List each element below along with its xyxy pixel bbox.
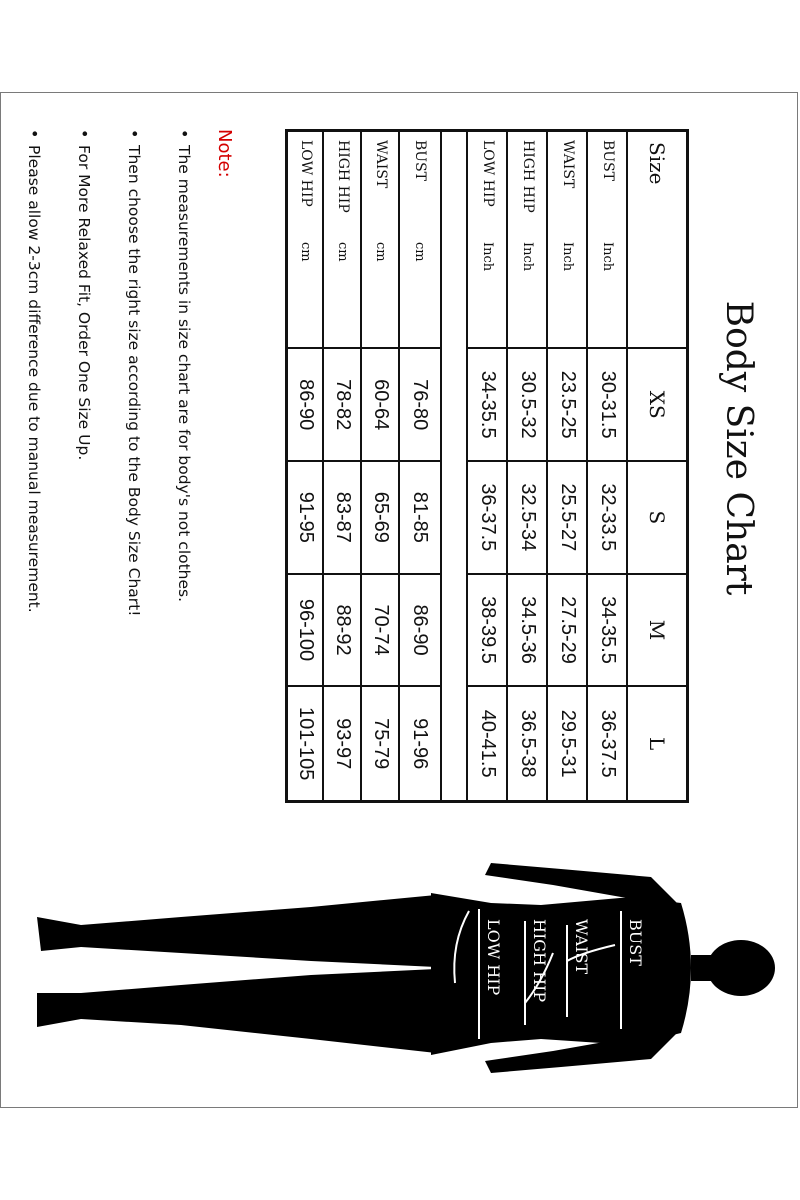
- row-label: [324, 132, 362, 349]
- figure-label-low-hip: LOW HIP: [484, 919, 503, 996]
- row-label: [548, 132, 588, 349]
- note-item: [9, 129, 59, 729]
- rotated-canvas: [1, 93, 799, 1109]
- measurement-name: HIGH HIP: [520, 140, 536, 213]
- table-cell: 36-37.5: [468, 462, 508, 575]
- body-silhouette-icon: [11, 833, 781, 1103]
- table-cell: 93-97: [332, 718, 355, 770]
- table-cell: 86-90: [288, 349, 324, 462]
- notes-section: [9, 129, 239, 729]
- measurement-unit: Inch: [520, 242, 536, 272]
- chart-title: Body Size Chart: [718, 300, 759, 596]
- section-divider: [440, 132, 468, 800]
- table-cell: 65-69: [362, 462, 400, 575]
- figure-label-waist: WAIST: [572, 919, 591, 975]
- measurement-unit: Inch: [480, 242, 496, 272]
- measurement-unit: cm: [412, 242, 428, 262]
- size-table: [285, 129, 689, 803]
- table-row: [322, 132, 362, 800]
- measurement-name: HIGH HIP: [335, 140, 351, 213]
- table-cell: 36-37.5: [597, 709, 620, 778]
- size-header-cell: [628, 132, 686, 349]
- note-text: For More Relaxed Fit, Order One Size Up.: [75, 145, 93, 461]
- table-cell: 27.5-29: [548, 575, 588, 688]
- table-cell: 91-96: [409, 718, 432, 770]
- table-row: [360, 132, 400, 800]
- table-row: [586, 132, 628, 800]
- measurement-name: LOW HIP: [298, 140, 314, 207]
- table-row: [466, 132, 508, 800]
- table-cell: 81-85: [400, 462, 440, 575]
- measurement-unit: cm: [298, 242, 314, 262]
- table-cell: 29.5-31: [557, 709, 580, 778]
- size-xs-header: XS: [628, 349, 686, 462]
- figure-label-high-hip: HIGH HIP: [530, 919, 549, 1003]
- note-heading: Note:: [214, 129, 235, 178]
- measurement-unit: cm: [373, 242, 389, 262]
- table-cell: 101-105: [295, 706, 318, 781]
- note-text: Please allow 2-3cm difference due to manual measurement.: [25, 145, 43, 613]
- table-cell: 78-82: [324, 349, 362, 462]
- table-row: [288, 132, 324, 800]
- note-item: [159, 129, 209, 729]
- table-cell: 91-95: [288, 462, 324, 575]
- table-cell: 38-39.5: [468, 575, 508, 688]
- size-l-header: L: [645, 737, 669, 751]
- measurement-name: WAIST: [373, 140, 389, 189]
- table-row: [506, 132, 548, 800]
- table-cell: 86-90: [400, 575, 440, 688]
- note-text: Then choose the right size according to the Body Size Chart!: [125, 145, 143, 617]
- row-label: [508, 132, 548, 349]
- figure-label-bust: BUST: [626, 919, 645, 966]
- table-cell: 32-33.5: [588, 462, 628, 575]
- note-item: [109, 129, 159, 729]
- bullet-icon: •: [25, 129, 44, 139]
- measurement-name: BUST: [600, 140, 616, 182]
- table-cell: 23.5-25: [548, 349, 588, 462]
- measurement-unit: Inch: [560, 242, 576, 272]
- table-cell: 96-100: [288, 575, 324, 688]
- row-label: [588, 132, 628, 349]
- body-silhouette-figure: [11, 833, 781, 1103]
- size-m-header: M: [628, 575, 686, 688]
- table-cell: 32.5-34: [508, 462, 548, 575]
- table-cell: 76-80: [400, 349, 440, 462]
- measurement-unit: Inch: [600, 242, 616, 272]
- table-cell: 88-92: [324, 575, 362, 688]
- table-cell: 34-35.5: [468, 349, 508, 462]
- size-chart-frame: [0, 92, 798, 1108]
- bullet-icon: •: [75, 129, 94, 139]
- table-cell: 30.5-32: [508, 349, 548, 462]
- measurement-unit: cm: [335, 242, 351, 262]
- table-row: [398, 132, 440, 800]
- table-cell: 34-35.5: [588, 575, 628, 688]
- table-row: [546, 132, 588, 800]
- bullet-icon: •: [175, 129, 194, 139]
- table-header-row: [626, 132, 686, 800]
- size-s-header: S: [628, 462, 686, 575]
- table-cell: 36.5-38: [517, 709, 540, 778]
- table-cell: 75-79: [370, 718, 393, 770]
- row-label: [362, 132, 400, 349]
- table-cell: 30-31.5: [588, 349, 628, 462]
- note-text: The measurements in size chart are for body's not clothes.: [175, 145, 193, 603]
- table-cell: 40-41.5: [477, 709, 500, 778]
- measurement-name: BUST: [412, 140, 428, 182]
- row-label: [468, 132, 508, 349]
- measurement-name: LOW HIP: [480, 140, 496, 207]
- table-cell: 34.5-36: [508, 575, 548, 688]
- table-cell: 70-74: [362, 575, 400, 688]
- size-header-label: Size: [645, 142, 669, 185]
- row-label: [288, 132, 324, 349]
- table-cell: 25.5-27: [548, 462, 588, 575]
- bullet-icon: •: [125, 129, 144, 139]
- table-cell: 60-64: [362, 349, 400, 462]
- note-item: [59, 129, 109, 729]
- table-cell: 83-87: [324, 462, 362, 575]
- row-label: [400, 132, 440, 349]
- measurement-name: WAIST: [560, 140, 576, 189]
